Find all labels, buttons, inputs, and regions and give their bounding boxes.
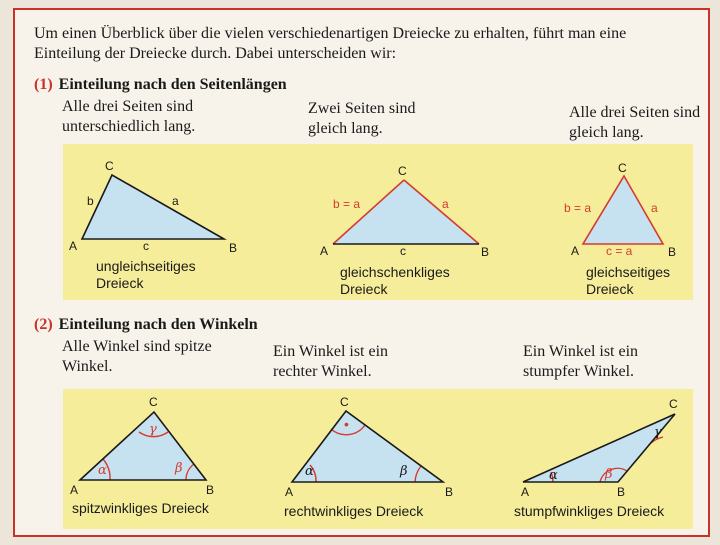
acute-alpha: α <box>98 463 107 478</box>
acute-gamma: γ <box>149 422 157 437</box>
right-beta: β <box>400 464 408 479</box>
obtuse-beta: β <box>605 467 613 482</box>
equilateral-caption-line2: Dreieck <box>586 281 634 297</box>
obtuse-gamma: γ <box>654 425 662 440</box>
acute-caption: spitzwinkliges Dreieck <box>72 500 209 516</box>
equilateral-side-c: c = a <box>606 244 633 258</box>
scalene-side-c: c <box>143 239 149 253</box>
obtuse-alpha: α <box>549 468 558 483</box>
equilateral-side-a: a <box>651 201 658 215</box>
obtuse-vertex-b: B <box>617 485 626 499</box>
section1-number: (1) <box>34 76 53 93</box>
acute-vertex-b: B <box>206 483 215 497</box>
equilateral-vertex-b: B <box>668 245 677 259</box>
right-caption: rechtwinkliges Dreieck <box>284 503 424 519</box>
isosceles-side-c: c <box>400 244 406 258</box>
section2-title: Einteilung nach den Winkeln <box>58 316 258 333</box>
isosceles-vertex-a: A <box>320 244 329 258</box>
right-vertex-a: A <box>285 485 294 499</box>
section2-number: (2) <box>34 316 53 333</box>
isosceles-caption-line2: Dreieck <box>340 281 388 297</box>
right-angle-dot: • <box>344 416 349 432</box>
scalene-side-b: b <box>87 194 94 208</box>
obtuse-triangle <box>15 10 708 535</box>
acute-vertex-c: C <box>149 395 158 409</box>
acute-vertex-a: A <box>70 483 79 497</box>
right-alpha: α <box>305 464 314 479</box>
textbook-page <box>13 8 710 537</box>
isosceles-vertex-b: B <box>481 245 490 259</box>
acute-beta: β <box>175 461 183 476</box>
equilateral-vertex-c: C <box>618 161 627 175</box>
isosceles-vertex-c: C <box>398 164 407 178</box>
scalene-caption-line1: ungleichseitiges <box>96 258 196 274</box>
isosceles-caption-line1: gleichschenkliges <box>340 264 450 280</box>
scalene-vertex-c: C <box>105 159 114 173</box>
section2-desc-1: Alle Winkel sind spitze Winkel. <box>62 338 212 375</box>
section1-title: Einteilung nach den Seitenlängen <box>58 76 287 93</box>
section2-desc-3: Ein Winkel ist ein stumpfer Winkel. <box>523 343 639 380</box>
scalene-vertex-b: B <box>229 241 238 255</box>
obtuse-vertex-c: C <box>669 397 678 411</box>
equilateral-caption-line1: gleichseitiges <box>586 264 671 280</box>
intro-text: Um einen Überblick über die vielen verschiedenartigen Dreiecke zu erhalten, führt man eine Einteilung der Dreiecke durch. Dabei unterscheiden wir: <box>34 25 627 62</box>
section1-desc-2: Zwei Seiten sind gleich lang. <box>308 100 416 137</box>
section1-desc-1: Alle drei Seiten sind unterschiedlich lang. <box>62 98 196 135</box>
section1-desc-3: Alle drei Seiten sind gleich lang. <box>569 104 701 141</box>
obtuse-caption: stumpfwinkliges Dreieck <box>514 503 665 519</box>
obtuse-vertex-a: A <box>521 485 530 499</box>
right-vertex-b: B <box>445 485 454 499</box>
equilateral-side-b: b = a <box>564 201 592 215</box>
right-vertex-c: C <box>340 395 349 409</box>
scalene-vertex-a: A <box>69 239 78 253</box>
scalene-side-a: a <box>172 194 179 208</box>
equilateral-vertex-a: A <box>571 244 580 258</box>
isosceles-side-b: b = a <box>333 197 361 211</box>
section2-desc-2: Ein Winkel ist ein rechter Winkel. <box>273 343 389 380</box>
isosceles-side-a: a <box>442 197 449 211</box>
scalene-caption-line2: Dreieck <box>96 275 144 291</box>
